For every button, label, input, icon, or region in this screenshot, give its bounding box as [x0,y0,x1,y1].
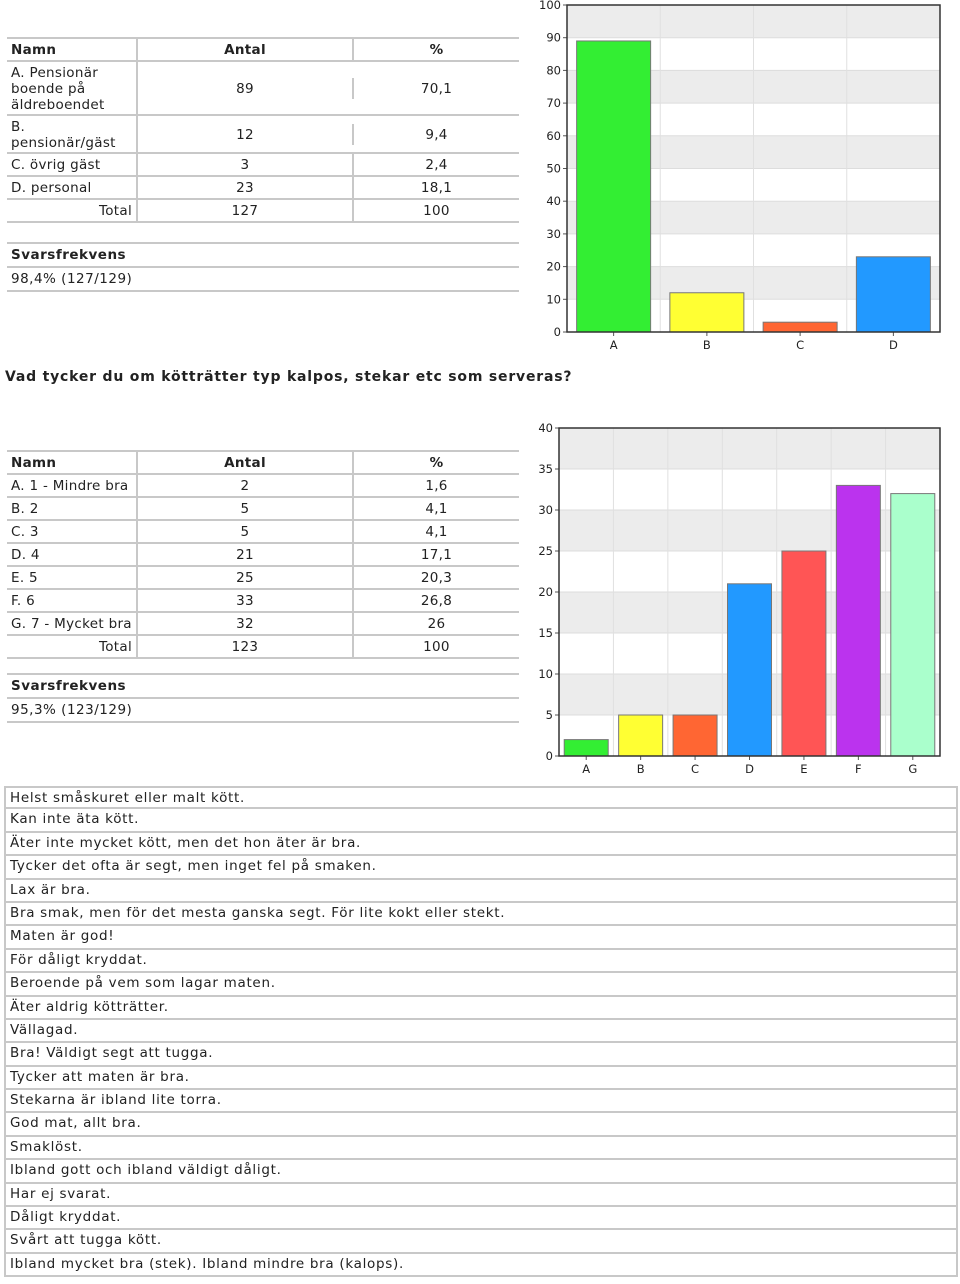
response-rate-value: 98,4% (127/129) [7,268,519,292]
bar-e [782,551,826,756]
table-row [7,475,519,498]
comment-item: Tycker att maten är bra. [4,1067,958,1090]
comment-item: Stekarna är ibland lite torra. [4,1090,958,1113]
comment-item: Smaklöst. [4,1137,958,1160]
row-pct: 17,1 [420,547,453,563]
row-count: 32 [138,613,354,634]
comment-item: Vällagad. [4,1020,958,1043]
bar-chart-1 [528,0,960,356]
y-tick-label: 25 [538,544,553,558]
row-count: 33 [138,590,354,611]
y-tick-label: 0 [553,325,561,339]
comment-item: Har ej svarat. [4,1184,958,1207]
total-count: 127 [138,200,354,221]
row-pct: 20,3 [420,570,453,586]
bar-a [577,41,651,332]
comment-item: Beroende på vem som lagar maten. [4,973,958,996]
results-table-1 [7,37,519,223]
table-total-row [7,636,519,659]
bar-f [836,485,880,756]
table-row [7,521,519,544]
y-tick-label: 15 [538,626,553,640]
table-row [7,567,519,590]
comment-item: Helst småskuret eller malt kött. [4,786,958,809]
results-table-2 [7,450,519,659]
col-header-count: Antal [138,452,354,473]
x-tick-label: C [691,762,700,776]
row-pct: 1,6 [425,478,448,494]
col-header-pct: % [429,455,444,471]
table-header [7,450,519,475]
grid-band [559,428,940,469]
row-name: D. 4 [7,544,138,565]
y-tick-label: 40 [538,421,553,435]
row-name: D. personal [7,177,138,198]
table-header [7,37,519,62]
row-count: 89 [138,78,354,99]
x-tick-label: A [609,338,618,352]
row-pct: 2,4 [425,157,448,173]
x-tick-label: B [636,762,645,776]
row-name: A. Pensionär boende på äldreboendet [7,62,138,114]
comment-item: Bra! Väldigt segt att tugga. [4,1043,958,1066]
table-row [7,590,519,613]
row-pct: 4,1 [425,501,448,517]
total-pct: 100 [423,639,450,655]
row-pct: 18,1 [420,180,453,196]
table-row [7,498,519,521]
x-tick-label: D [745,762,754,776]
table-row [7,613,519,636]
y-tick-label: 30 [538,503,553,517]
comment-item: Tycker det ofta är segt, men inget fel på smaken. [4,856,958,879]
x-tick-label: B [702,338,711,352]
row-count: 21 [138,544,354,565]
y-tick-label: 100 [539,0,561,12]
col-header-count: Antal [138,39,354,60]
total-label: Total [7,200,138,221]
bar-b [619,715,663,756]
row-count: 3 [138,154,354,175]
row-count: 5 [138,521,354,542]
y-tick-label: 30 [546,226,561,241]
response-rate-label: Svarsfrekvens [7,673,519,699]
y-tick-label: 0 [545,749,553,763]
table-row [7,544,519,567]
row-name: C. övrig gäst [7,154,138,175]
row-name: G. 7 - Mycket bra [7,613,138,634]
y-tick-label: 35 [538,462,553,476]
question-heading: Vad tycker du om kötträtter typ kalpos, stekar etc som serveras? [5,369,573,385]
table-row [7,177,519,200]
row-pct: 70,1 [420,80,453,97]
y-tick-label: 20 [546,259,561,274]
col-header-name: Namn [7,39,138,60]
bar-chart-2 [528,418,960,778]
x-tick-label: C [796,338,805,352]
y-tick-label: 10 [546,292,561,307]
total-pct: 100 [423,203,450,219]
total-label: Total [7,636,138,657]
total-count: 123 [138,636,354,657]
comment-item: Äter aldrig kötträtter. [4,997,958,1020]
x-tick-label: E [800,762,808,776]
y-tick-label: 70 [546,96,561,111]
row-name: E. 5 [7,567,138,588]
row-name: C. 3 [7,521,138,542]
x-tick-label: D [888,338,898,352]
y-tick-label: 20 [538,585,553,599]
row-name: F. 6 [7,590,138,611]
col-header-pct: % [429,42,444,58]
row-pct: 9,4 [425,126,448,143]
x-tick-label: F [855,762,862,776]
row-pct: 26,8 [420,593,453,609]
comments-list [4,786,958,1277]
y-tick-label: 40 [546,194,561,209]
y-tick-label: 10 [538,667,553,681]
bar-g [891,494,935,756]
response-rate-2 [7,673,519,723]
row-name: A. 1 - Mindre bra [7,475,138,496]
row-pct: 26 [427,616,446,632]
table-row [7,154,519,177]
table-total-row [7,200,519,223]
comment-item: För dåligt kryddat. [4,950,958,973]
row-count: 23 [138,177,354,198]
comment-item: Bra smak, men för det mesta ganska segt. För lite kokt eller stekt. [4,903,958,926]
x-tick-label: A [582,762,591,776]
comment-item: Svårt att tugga kött. [4,1230,958,1253]
comment-item: Äter inte mycket kött, men det hon äter är bra. [4,833,958,856]
row-count: 12 [138,124,354,145]
comment-item: Maten är god! [4,926,958,949]
row-pct: 4,1 [425,524,448,540]
table-row [7,116,519,154]
bar-d [856,257,930,332]
y-tick-label: 90 [546,30,561,45]
bar-c [673,715,717,756]
bar-c [763,322,837,332]
response-rate-label: Svarsfrekvens [7,242,519,268]
y-tick-label: 60 [546,128,561,143]
response-rate-value: 95,3% (123/129) [7,699,519,723]
y-tick-label: 50 [546,161,561,176]
y-tick-label: 80 [546,63,561,78]
comment-item: Ibland gott och ibland väldigt dåligt. [4,1160,958,1183]
bar-d [728,584,772,756]
comment-item: God mat, allt bra. [4,1113,958,1136]
comment-item: Lax är bra. [4,880,958,903]
response-rate-1 [7,242,519,292]
y-tick-label: 5 [545,708,553,722]
row-count: 5 [138,498,354,519]
row-count: 25 [138,567,354,588]
comment-item: Ibland mycket bra (stek). Ibland mindre bra (kalops). [4,1254,958,1277]
bar-b [670,293,744,332]
table-row [7,62,519,116]
row-name: B. 2 [7,498,138,519]
col-header-name: Namn [7,452,138,473]
row-name: B. pensionär/gäst [7,116,138,152]
x-tick-label: G [908,762,918,776]
row-count: 2 [138,475,354,496]
grid-band [559,510,940,551]
bar-a [564,740,608,756]
comment-item: Dåligt kryddat. [4,1207,958,1230]
comment-item: Kan inte äta kött. [4,809,958,832]
